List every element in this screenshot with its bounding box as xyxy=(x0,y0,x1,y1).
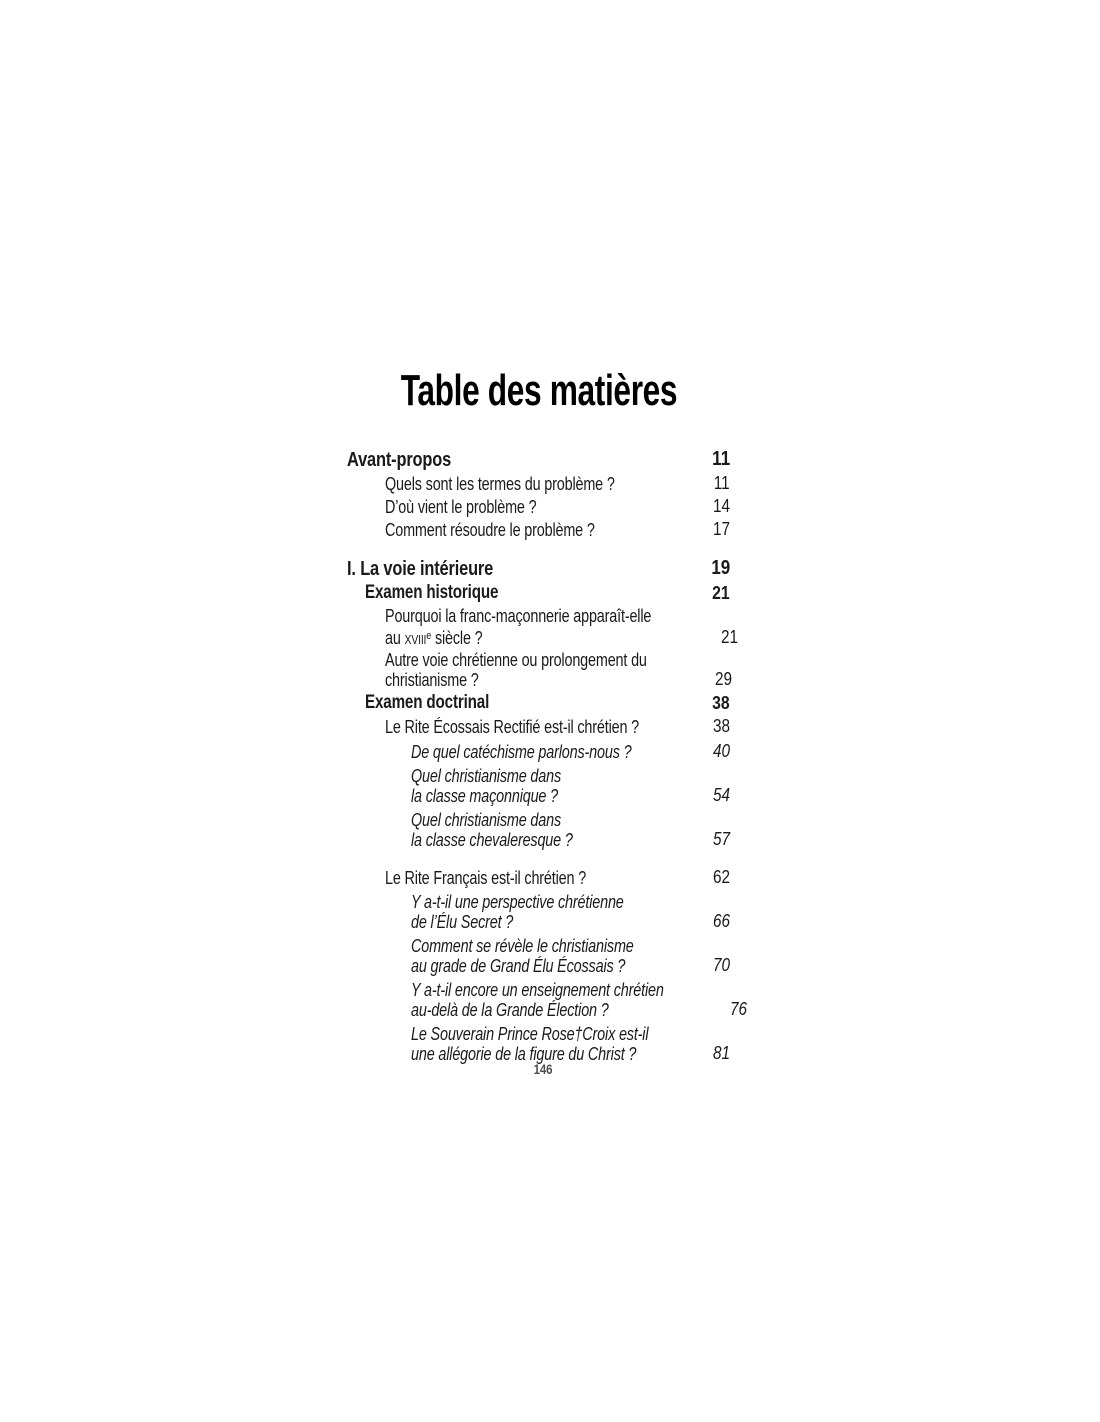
toc-page-number: 62 xyxy=(712,867,730,888)
toc-page-number: 70 xyxy=(712,955,730,976)
page-number-footer xyxy=(0,1062,1086,1077)
toc-page-number: 14 xyxy=(712,496,730,516)
toc-page-number: 38 xyxy=(712,716,730,737)
toc-entry-text: Y a-t-il encore un enseignement chrétien au-delà de la Grande Élection ? xyxy=(411,980,664,1021)
toc-row xyxy=(347,766,730,806)
toc-entry-text: Comment se révèle le christianisme au grade de Grand Élu Écossais ? xyxy=(411,936,634,977)
toc-page-number: 11 xyxy=(714,473,730,493)
toc-page-number: 17 xyxy=(712,519,730,539)
toc-entry-text: De quel catéchisme parlons-nous ? xyxy=(411,742,632,763)
toc-entry-text: Examen historique xyxy=(365,582,499,603)
toc-row xyxy=(347,810,730,850)
toc-entry-text: Avant-propos xyxy=(347,448,452,471)
toc-entry-text: Pourquoi la franc-maçonnerie apparaît-elle au xviii$^e$ siècle ? xyxy=(385,606,652,649)
toc-entry-text: Autre voie chrétienne ou prolongement du christianisme ? xyxy=(385,650,647,691)
toc-entry-text: Quel christianisme dans la classe maçonnique ? xyxy=(411,766,561,807)
toc-row xyxy=(347,606,738,649)
toc-entry-text: Quels sont les termes du problème ? xyxy=(385,474,615,494)
toc-page-number: 66 xyxy=(712,911,730,932)
toc-page-number: 29 xyxy=(715,669,733,690)
toc-page-number: 57 xyxy=(712,829,730,850)
toc-row xyxy=(347,741,730,762)
toc-row xyxy=(347,519,730,540)
toc-row xyxy=(347,980,747,1021)
toc-row xyxy=(347,582,730,604)
page-title-text: Table des matières xyxy=(400,366,678,415)
toc-page-number: 19 xyxy=(711,557,730,579)
toc-row xyxy=(347,557,730,580)
toc-row xyxy=(347,448,730,471)
toc-page-number: 21 xyxy=(720,627,738,648)
toc-entry-text: D’où vient le problème ? xyxy=(385,497,537,517)
toc-entry-text: Le Rite Écossais Rectifié est-il chrétien ? xyxy=(385,717,640,738)
toc-entry-text: Y a-t-il une perspective chrétienne de l’Élu Secret ? xyxy=(411,892,624,933)
page-number-text: 146 xyxy=(533,1062,553,1077)
toc-entry-text: Quel christianisme dans la classe chevaleresque ? xyxy=(411,810,573,851)
toc-entry-text: Comment résoudre le problème ? xyxy=(385,520,595,540)
toc-page-number: 76 xyxy=(729,999,747,1020)
toc-page-number: 54 xyxy=(712,785,730,806)
toc-entries xyxy=(347,431,747,1065)
toc-page-number: 40 xyxy=(712,741,730,762)
toc-row xyxy=(347,692,730,714)
toc-row xyxy=(347,473,730,494)
toc-entry-text: Examen doctrinal xyxy=(365,692,490,714)
page-title xyxy=(347,366,730,415)
toc-row xyxy=(347,1024,730,1064)
toc-entry-text: Le Souverain Prince Rose†Croix est-il une allégorie de la figure du Christ ? xyxy=(411,1024,649,1065)
toc-row xyxy=(347,496,730,517)
toc-row xyxy=(347,892,730,932)
toc-row xyxy=(347,867,730,888)
toc-page-number: 38 xyxy=(712,692,730,714)
toc-page-number: 11 xyxy=(712,448,730,470)
toc-row xyxy=(347,650,733,691)
toc-row xyxy=(347,936,730,976)
toc-page-number: 21 xyxy=(712,582,730,603)
toc-entry-text: Le Rite Français est-il chrétien ? xyxy=(385,868,587,889)
toc-entry-text: I. La voie intérieure xyxy=(347,557,494,580)
toc-row xyxy=(347,716,730,737)
toc-page-number: 81 xyxy=(712,1043,730,1064)
